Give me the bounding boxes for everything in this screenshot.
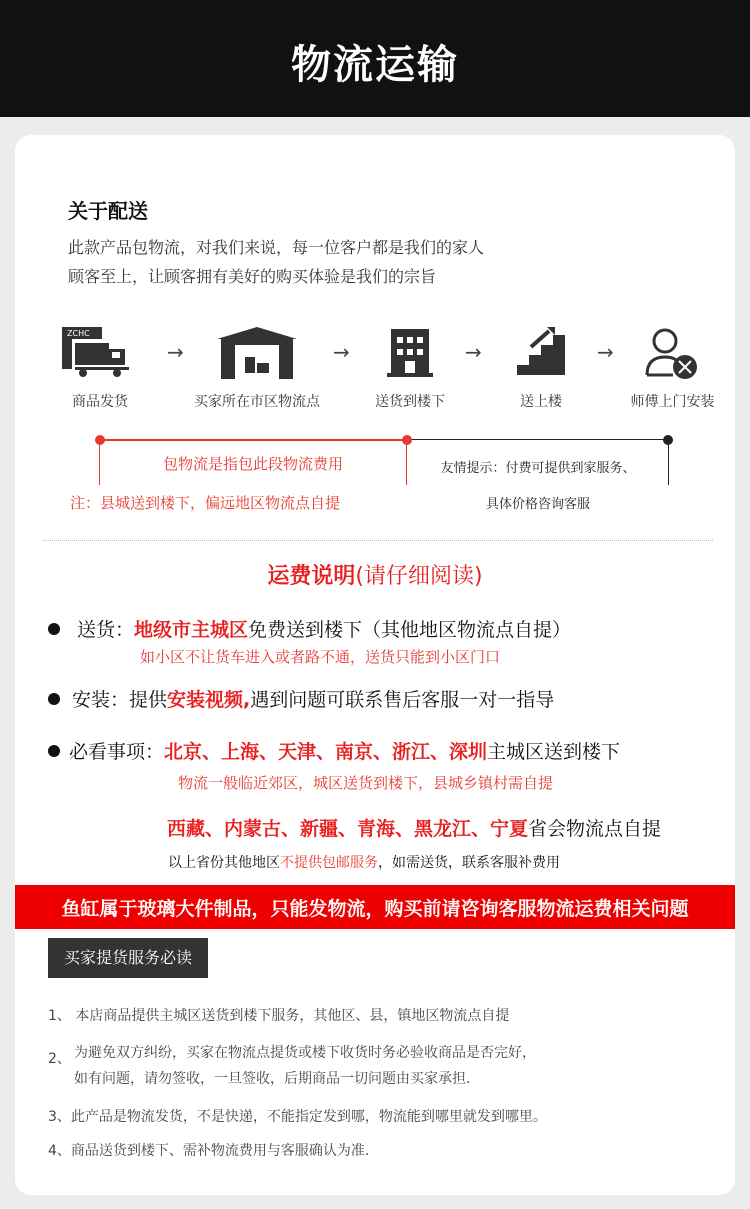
notice-item: 1、 本店商品提供主城区送货到楼下服务，其他区、县，镇地区物流点自提 xyxy=(48,1008,510,1024)
timeline-right-text-2: 具体价格咨询客服 xyxy=(485,497,590,512)
must-label: 必看事项： xyxy=(69,741,165,763)
delivery-label: 送货： xyxy=(77,619,135,641)
arrow-icon: → xyxy=(333,340,350,364)
timeline-black-line xyxy=(406,439,668,440)
truck-sign-text: ZCHC xyxy=(67,329,90,338)
freight-title-bold: 运费说明 xyxy=(267,564,356,589)
arrow-icon: → xyxy=(597,340,614,364)
content-card xyxy=(15,135,735,1195)
install-line xyxy=(72,685,554,712)
install-label: 安装：提供 xyxy=(72,689,168,711)
arrow-icon: → xyxy=(167,340,184,364)
must-other-pre: 以上省份其他地区 xyxy=(168,855,280,871)
install-rest: 遇到问题可联系售后客服一对一指导 xyxy=(250,689,555,711)
must-highlight-2: 西藏、内蒙古、新疆、青海、黑龙江、宁夏 xyxy=(167,818,529,840)
notice-item-number: 2、 xyxy=(48,1051,71,1067)
divider xyxy=(43,540,713,541)
must-line xyxy=(69,737,620,764)
logistics-point-icon xyxy=(215,325,299,384)
truck-warehouse-icon xyxy=(59,325,141,384)
step-label: 买家所在市区物流点 xyxy=(194,394,320,410)
timeline-right-text-1: 友情提示：付费可提供到家服务、 xyxy=(440,461,636,476)
must-line-2 xyxy=(167,814,661,841)
arrow-icon: → xyxy=(465,340,482,364)
installer-icon xyxy=(643,327,699,385)
must-highlight: 北京、上海、天津、南京、浙江、深圳 xyxy=(164,741,488,763)
bullet-icon xyxy=(48,693,60,705)
bullet-icon xyxy=(48,745,60,757)
notice-item: 4、商品送货到楼下、需补物流费用与客服确认为准. xyxy=(48,1143,370,1159)
step-label: 送货到楼下 xyxy=(375,394,445,410)
notice-tag: 买家提货服务必读 xyxy=(48,938,208,978)
about-heading: 关于配送 xyxy=(68,199,148,223)
install-highlight: 安装视频, xyxy=(167,689,251,711)
step-label: 师傅上门安装 xyxy=(630,394,715,410)
step-label: 商品发货 xyxy=(72,394,128,410)
about-line-1: 此款产品包物流，对我们来说，每一位客户都是我们的家人 xyxy=(68,238,485,257)
notice-item: 为避免双方纠纷，买家在物流点提货或楼下收货时务必验收商品是否完好， xyxy=(74,1045,536,1061)
delivery-sub: 如小区不让货车进入或者路不通，送货只能到小区门口 xyxy=(140,648,501,666)
timeline-note: 注：县城送到楼下，偏远地区物流点自提 xyxy=(70,494,341,512)
must-other-post: ，如需送货，联系客服补费用 xyxy=(378,855,560,871)
warning-banner-text: 鱼缸属于玻璃大件制品，只能发物流，购买前请咨询客服物流运费相关问题 xyxy=(61,898,689,920)
page-header xyxy=(0,0,750,117)
timeline-dot-start xyxy=(95,435,105,445)
delivery-line xyxy=(77,615,571,642)
step-label: 送上楼 xyxy=(520,394,562,410)
bullet-icon xyxy=(48,623,60,635)
must-other-red: 不提供包邮服务 xyxy=(280,855,378,871)
timeline-dot-mid xyxy=(402,435,412,445)
freight-title xyxy=(15,559,735,590)
delivery-rest: 免费送到楼下（其他地区物流点自提） xyxy=(248,619,572,641)
timeline-left-text: 包物流是指包此段物流费用 xyxy=(162,455,343,473)
page-title: 物流运输 xyxy=(291,42,459,88)
must-sub: 物流一般临近郊区，城区送货到楼下，县城乡镇村需自提 xyxy=(178,774,554,792)
delivery-highlight: 地级市主城区 xyxy=(134,619,249,641)
notice-item-continued: 如有问题，请勿签收，一旦签收，后期商品一切问题由买家承担. xyxy=(74,1071,471,1087)
about-line-2: 顾客至上，让顾客拥有美好的购买体验是我们的宗旨 xyxy=(68,267,437,286)
notice-item: 3、此产品是物流发货，不是快递，不能指定发到哪，物流能到哪里就发到哪里。 xyxy=(48,1109,547,1125)
warning-banner xyxy=(15,885,735,929)
timeline-red-line xyxy=(100,439,406,441)
must-rest-2: 省会物流点自提 xyxy=(528,818,662,840)
building-icon xyxy=(385,327,435,383)
freight-title-normal: (请仔细阅读) xyxy=(355,564,483,589)
must-other xyxy=(168,852,560,872)
stairs-icon xyxy=(515,327,567,381)
must-rest: 主城区送到楼下 xyxy=(487,741,621,763)
